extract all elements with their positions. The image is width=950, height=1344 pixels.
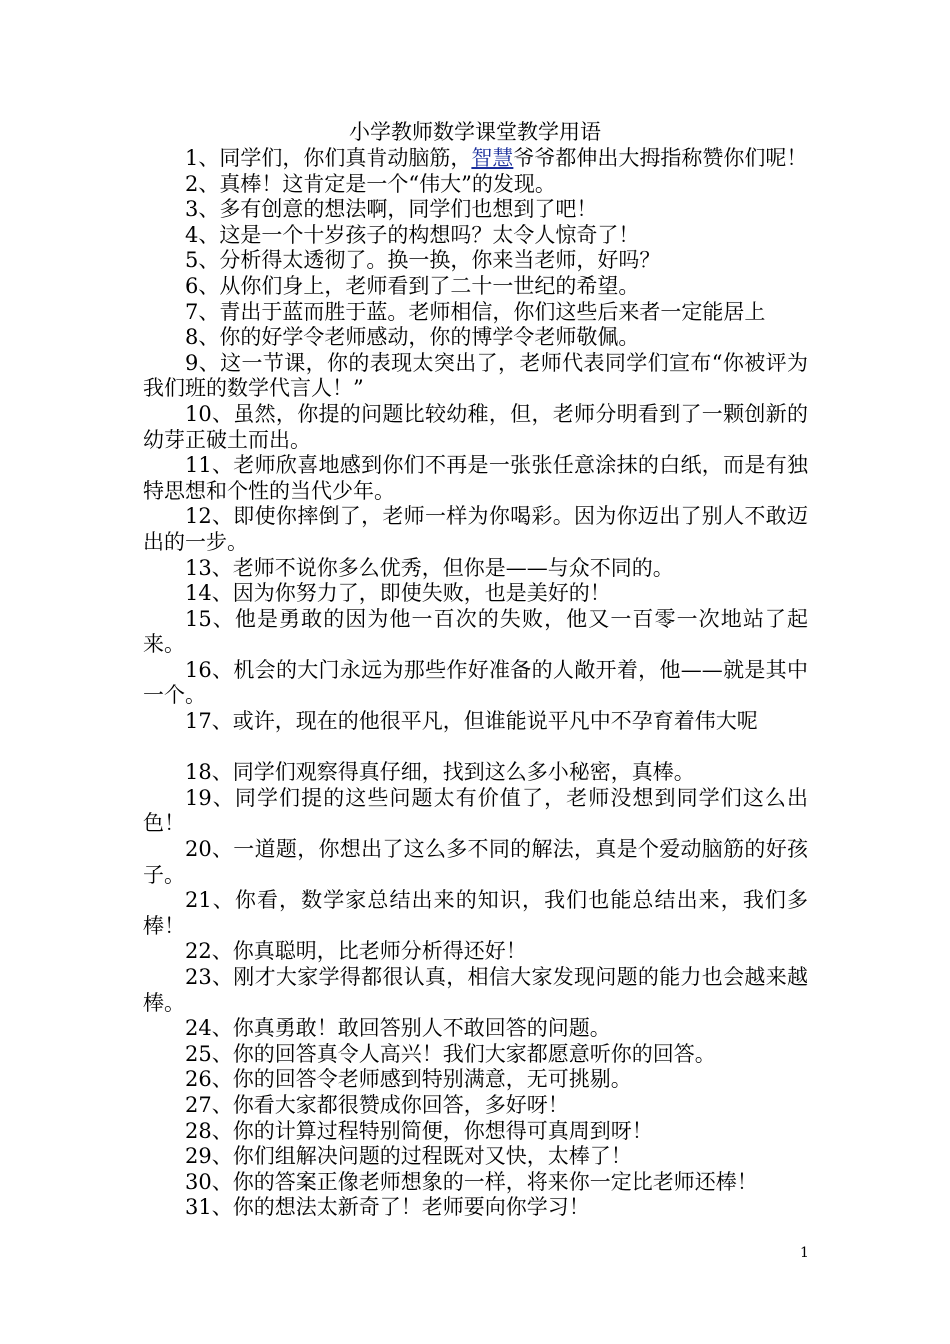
- list-item: 18、同学们观察得真仔细，找到这么多小秘密，真棒。: [185, 760, 695, 785]
- item-text: 1、同学们，你们真肯动脑筋，: [185, 146, 472, 170]
- list-item: 15、他是勇敢的因为他一百次的失败，他又一百零一次地站了起来。: [143, 606, 808, 657]
- list-item: 26、你的回答令老师感到特别满意，无可挑剔。: [185, 1067, 632, 1092]
- list-item: 25、你的回答真令人高兴！我们大家都愿意听你的回答。: [185, 1041, 716, 1066]
- list-item: 3、多有创意的想法啊，同学们也想到了吧！: [185, 197, 598, 222]
- item-text: 爷爷都伸出大拇指称赞你们呢！: [513, 146, 808, 170]
- list-item: 30、你的答案正像老师想象的一样，将来你一定比老师还棒！: [185, 1169, 758, 1194]
- list-item: 12、即使你摔倒了，老师一样为你喝彩。因为你迈出了别人不敢迈出的一步。: [143, 504, 808, 554]
- list-item: 2、真棒！这肯定是一个“伟大”的发现。: [185, 171, 556, 196]
- list-item: 4、这是一个十岁孩子的构想吗？太令人惊奇了！: [185, 222, 640, 247]
- list-item: 7、青出于蓝而胜于蓝。老师相信，你们这些后来者一定能居上: [185, 299, 766, 324]
- wisdom-link[interactable]: 智慧: [471, 146, 514, 170]
- list-item: 16、机会的大门永远为那些作好准备的人敞开着，他——就是其中一个。: [143, 657, 808, 708]
- document-body: [143, 146, 808, 1221]
- list-item: 19、同学们提的这些问题太有价值了，老师没想到同学们这么出色！: [143, 785, 808, 836]
- list-item: 24、你真勇敢！敢回答别人不敢回答的问题。: [185, 1016, 611, 1041]
- list-item: 8、你的好学令老师感动，你的博学令老师敬佩。: [185, 325, 640, 350]
- list-item: 13、老师不说你多么优秀，但你是——与众不同的。: [185, 555, 674, 580]
- list-item: 22、你真聪明，比老师分析得还好！: [185, 939, 527, 964]
- list-item: 27、你看大家都很赞成你回答，多好呀！: [185, 1092, 569, 1117]
- list-item: 14、因为你努力了，即使失败，也是美好的！: [185, 581, 611, 606]
- list-item: 20、一道题，你想出了这么多不同的解法，真是个爱动脑筋的好孩子。: [143, 837, 808, 887]
- list-item: 17、或许，现在的他很平凡，但谁能说平凡中不孕育着伟大呢: [185, 709, 758, 734]
- list-item: 10、虽然，你提的问题比较幼稚，但，老师分明看到了一颗创新的幼芽正破土而出。: [143, 401, 808, 452]
- list-item: 28、你的计算过程特别简便，你想得可真周到呀！: [185, 1118, 653, 1143]
- list-item: 31、你的想法太新奇了！老师要向你学习！: [185, 1195, 590, 1220]
- list-item: 5、分析得太透彻了。换一换，你来当老师，好吗？: [185, 248, 661, 273]
- list-item: 6、从你们身上，老师看到了二十一世纪的希望。: [185, 273, 640, 298]
- list-item: [143, 146, 808, 172]
- document-title: 小学教师数学课堂教学用语: [349, 120, 601, 144]
- list-item: 23、刚才大家学得都很认真，相信大家发现问题的能力也会越来越棒。: [143, 965, 808, 1015]
- page-number: 1: [800, 1245, 809, 1261]
- list-item: 29、你们组解决问题的过程既对又快，太棒了！: [185, 1144, 632, 1169]
- list-item: 11、老师欣喜地感到你们不再是一张张任意涂抹的白纸，而是有独特思想和个性的当代少年。: [143, 453, 808, 503]
- list-item: 9、这一节课，你的表现太突出了，老师代表同学们宣布“你被评为我们班的数学代言人！”: [143, 350, 808, 401]
- list-item: 21、你看，数学家总结出来的知识，我们也能总结出来，我们多棒！: [143, 888, 808, 938]
